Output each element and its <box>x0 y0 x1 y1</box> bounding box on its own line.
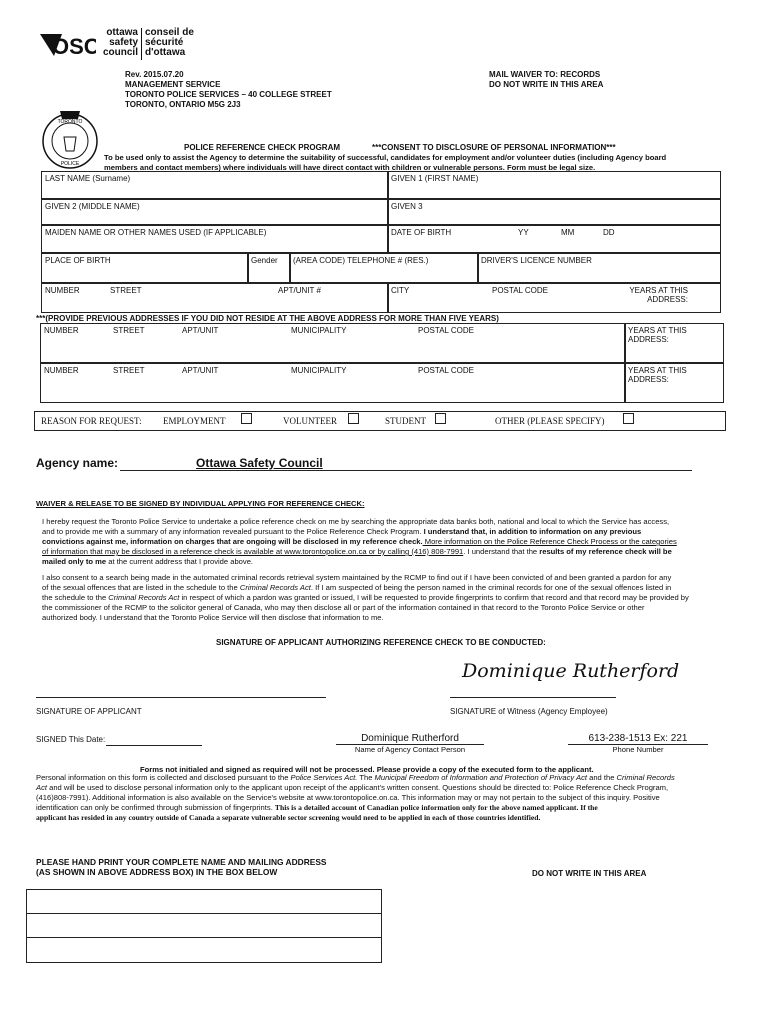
waiver-heading: WAIVER & RELEASE TO BE SIGNED BY INDIVIDUAL APPLYING FOR REFERENCE CHECK: <box>36 499 365 508</box>
waiver-p2-line-b1: of the sexual offences that are listed in the schedule to the <box>42 583 240 592</box>
reason-for-request <box>34 411 726 431</box>
hand-print-line-2: (AS SHOWN IN ABOVE ADDRESS BOX) IN THE BOX BELOW <box>36 867 278 877</box>
waiver-p2-line-a: I also consent to a search being made in the automated criminal records retrieval system maintained by the RCMP to find out if I have been convicted of and been granted a pardon for any <box>42 573 672 582</box>
header-org: TORONTO POLICE SERVICES – 40 COLLEGE STREET <box>125 90 332 99</box>
program-consent: ***CONSENT TO DISCLOSURE OF PERSONAL INFORMATION*** <box>372 143 616 152</box>
phone-label: (AREA CODE) TELEPHONE # (RES.) <box>293 256 429 265</box>
logo-fr-3: d'ottawa <box>145 47 186 58</box>
waiver-p1-line-d[interactable]: of information that may be disclosed in a reference check is available at www.torontopolice.on.ca or by calling (416) 808-7991 <box>42 547 464 556</box>
other-checkbox[interactable] <box>623 413 634 424</box>
program-desc-1: To be used only to assist the Agency to determine the suitability of successful, candidates for employment and/or volunteer duties (including Agency board <box>104 153 667 162</box>
years-label-1: YEARS AT THIS <box>629 286 688 295</box>
prev-street-label: STREET <box>113 366 145 375</box>
gender-field[interactable] <box>247 253 291 283</box>
previous-years-1[interactable] <box>624 323 724 363</box>
privacy-l1a: Personal information on this form is collected and disclosed pursuant to the <box>36 773 291 782</box>
place-of-birth-field[interactable] <box>41 253 249 283</box>
previous-years-2[interactable] <box>624 363 724 403</box>
gender-label: Gender <box>251 256 278 265</box>
reason-volunteer-label: VOLUNTEER <box>283 416 337 426</box>
waiver-p1-line-b-bold: I understand that, in addition to information on any previous <box>423 527 642 536</box>
contact-label: Name of Agency Contact Person <box>354 745 466 754</box>
processing-warning: Forms not initialed and signed as required will not be processed. Please provide a copy of the executed form to the applicant. <box>140 765 594 774</box>
waiver-p1-line-c-bold: convictions against me, information on charges that are ongoing will be disclosed in my reference check. <box>42 537 423 546</box>
prev-street-label: STREET <box>113 326 145 335</box>
program-title: POLICE REFERENCE CHECK PROGRAM <box>184 143 341 152</box>
prev-apt-label: APT/UNIT <box>182 366 219 375</box>
dob-field[interactable] <box>387 225 721 253</box>
licence-label: DRIVER'S LICENCE NUMBER <box>481 256 592 265</box>
city-postal-field[interactable] <box>387 283 721 313</box>
osc-logo-mark <box>36 26 96 62</box>
dob-dd-label: DD <box>603 228 615 237</box>
apt-label: APT/UNIT # <box>278 286 321 295</box>
given2-field[interactable] <box>41 199 389 225</box>
header-rev: Rev. 2015.07.20 <box>125 70 184 79</box>
previous-address-note: ***(PROVIDE PREVIOUS ADDRESSES IF YOU DID NOT RESIDE AT THE ABOVE ADDRESS FOR MORE THAN FIVE YEARS) <box>36 314 499 323</box>
applicant-fields <box>41 171 719 307</box>
logo-en-1: ottawa <box>106 27 138 38</box>
header-dept: MANAGEMENT SERVICE <box>125 80 221 89</box>
header-mail-block <box>489 70 603 90</box>
header-address <box>125 70 332 110</box>
privacy-l2: and will be used to disclose personal information only to the applicant upon receipt of the applicant's written consent. Questions should be directed to: Police Reference Check Program, <box>46 783 669 792</box>
volunteer-checkbox[interactable] <box>348 413 359 424</box>
privacy-l3: (416)808-7991). Additional information is also available on the Service's website at www.torontopolice.on.ca. This information may or may not pertain to the subject of this inquiry. Positive <box>36 793 660 802</box>
prev-postal-label: POSTAL CODE <box>418 366 475 375</box>
phone-field[interactable] <box>289 253 479 283</box>
given2-label: GIVEN 2 (MIDDLE NAME) <box>45 202 140 211</box>
contact-phone[interactable]: 613-238-1513 Ex: 221 <box>568 733 708 745</box>
dob-mm-label: MM <box>561 228 575 237</box>
witness-signature: Dominique Rutherford <box>462 660 680 682</box>
waiver-p2-line-c2: in respect of which a pardon was granted or issued, I will be requested to provide fingerprints to confirm that record and that record may be provided by <box>179 593 689 602</box>
waiver-p1-line-d-bold: results of my reference check will be <box>539 547 672 556</box>
do-not-write-bottom: DO NOT WRITE IN THIS AREA <box>532 869 647 878</box>
privacy-l1c: and the <box>586 773 617 782</box>
osc-logo <box>36 26 206 66</box>
hand-print-instructions <box>36 857 327 877</box>
place-birth-label: PLACE OF BIRTH <box>45 256 111 265</box>
signed-date-label: SIGNED This Date: <box>36 735 106 744</box>
signed-date-field[interactable] <box>106 745 202 746</box>
privacy-l1-it2: Municipal Freedom of Information and Protection of Privacy Act <box>374 773 587 782</box>
privacy-l1-it1: Police Services Act. <box>290 773 358 782</box>
prev-municipality-label: MUNICIPALITY <box>291 366 347 375</box>
applicant-signature-line[interactable] <box>36 697 326 698</box>
witness-signature-label: SIGNATURE of Witness (Agency Employee) <box>450 707 608 716</box>
agency-value[interactable]: Ottawa Safety Council <box>196 456 323 470</box>
logo-fr-2: sécurité <box>145 37 184 48</box>
prev-years-1a: YEARS AT THIS <box>628 326 687 335</box>
previous-address-row-1[interactable] <box>40 323 626 363</box>
applicant-signature-label: SIGNATURE OF APPLICANT <box>36 707 142 716</box>
privacy-l1-it3: Criminal Records <box>616 773 675 782</box>
prev-municipality-label: MUNICIPALITY <box>291 326 347 335</box>
waiver-p2-line-b-italic: Criminal Records Act <box>239 583 311 592</box>
waiver-p1-line-d2: . I understand that the <box>463 547 540 556</box>
maiden-name-field[interactable] <box>41 225 389 253</box>
waiver-p1-line-b: and to provide me with a summary of any information revealed pursuant to the Police Reference Check Program. <box>42 527 424 536</box>
do-not-write-top: DO NOT WRITE IN THIS AREA <box>489 80 604 89</box>
waiver-p1-line-a: I hereby request the Toronto Police Service to undertake a police reference check on me by searching the appropriate data banks both, national and local to which the Service has access, <box>42 517 670 526</box>
logo-fr-1: conseil de <box>145 27 194 38</box>
previous-address-row-2[interactable] <box>40 363 626 403</box>
given1-label: GIVEN 1 (FIRST NAME) <box>391 174 479 183</box>
privacy-l5-bold: applicant has resided in any country outside of Canada a separate vulnerable sector screening would need to be applied in each of those countries identified. <box>36 813 541 822</box>
waiver-p1-line-c: More information on the Police Reference Check Process or the categories <box>422 537 677 546</box>
prev-years-2a: YEARS AT THIS <box>628 366 687 375</box>
contact-name[interactable]: Dominique Rutherford <box>336 733 484 745</box>
witness-signature-line[interactable] <box>450 697 616 698</box>
privacy-l1b: The <box>357 773 375 782</box>
agency-label: Agency name: <box>36 456 119 470</box>
logo-en-3: council <box>102 47 138 58</box>
waiver-p2-line-c1: the schedule to the <box>42 593 109 602</box>
waiver-p2-line-d: the commissioner of the RCMP to the solicitor general of Canada, who may then disclose all or part of the information contained in that record to the Toronto Police Service or other <box>42 603 645 612</box>
student-checkbox[interactable] <box>435 413 446 424</box>
dob-yy-label: YY <box>518 228 529 237</box>
waiver-paragraph-1 <box>42 517 732 567</box>
hand-print-line-1: PLEASE HAND PRINT YOUR COMPLETE NAME AND MAILING ADDRESS <box>36 857 327 867</box>
privacy-l2-it: Act <box>36 783 47 792</box>
licence-field[interactable] <box>477 253 721 283</box>
program-description <box>104 153 724 173</box>
reason-employment-label: EMPLOYMENT <box>163 416 226 426</box>
prev-number-label: NUMBER <box>44 326 79 335</box>
privacy-l4: identification can only be confirmed through submission of fingerprints. <box>36 803 275 812</box>
last-name-field[interactable] <box>41 171 389 199</box>
waiver-p2-line-b2: . If I am suspected of being the person named in the criminal records for one of the sexual offences listed in <box>310 583 672 592</box>
program-desc-2: members and contact members) where individuals will have direct contact with children or vulnerable persons. Form must be legal size. <box>104 163 596 172</box>
mail-waiver: MAIL WAIVER TO: RECORDS <box>489 70 601 79</box>
crest-bottom: POLICE <box>60 161 80 167</box>
waiver-p2-line-c-italic: Criminal Records Act <box>108 593 180 602</box>
privacy-l4-bold: This is a detailed account of Canadian police information only for the above named applicant. If the <box>274 803 598 812</box>
waiver-p1-line-e: at the current address that I provide above. <box>106 557 254 566</box>
number-label: NUMBER <box>45 286 80 295</box>
privacy-notice <box>36 773 736 823</box>
mailing-address-line-3[interactable] <box>27 938 381 962</box>
phone-block <box>568 733 708 754</box>
street-label: STREET <box>110 286 142 295</box>
given3-label: GIVEN 3 <box>391 202 423 211</box>
signature-heading: SIGNATURE OF APPLICANT AUTHORIZING REFERENCE CHECK TO BE CONDUCTED: <box>216 638 546 647</box>
prev-postal-label: POSTAL CODE <box>418 326 475 335</box>
reason-student-label: STUDENT <box>385 416 426 426</box>
police-crest <box>38 107 102 171</box>
contact-person-block <box>336 733 484 754</box>
years-label-2: ADDRESS: <box>647 295 688 304</box>
waiver-paragraph-2 <box>42 573 732 623</box>
employment-checkbox[interactable] <box>241 413 252 424</box>
waiver-p2-line-e: authorized body. I understand that the Toronto Police Service will then disclose that information to me. <box>42 613 384 622</box>
mailing-address-line-2[interactable] <box>27 914 381 938</box>
waiver-p1-line-e-bold: mailed only to me <box>42 557 107 566</box>
phone-number-label: Phone Number <box>612 745 664 754</box>
logo-letters: OSC <box>52 34 96 59</box>
crest-top: TORONTO <box>57 119 83 125</box>
prev-apt-label: APT/UNIT <box>182 326 219 335</box>
prev-years-1b: ADDRESS: <box>628 335 669 344</box>
city-label: CITY <box>391 286 410 295</box>
mailing-address-box <box>26 889 382 963</box>
given1-field[interactable] <box>387 171 721 199</box>
previous-addresses <box>40 323 724 401</box>
prev-number-label: NUMBER <box>44 366 79 375</box>
dob-label: DATE OF BIRTH <box>391 228 452 237</box>
postal-label: POSTAL CODE <box>492 286 549 295</box>
reason-other-label: OTHER (PLEASE SPECIFY) <box>495 416 605 426</box>
maiden-label: MAIDEN NAME OR OTHER NAMES USED (IF APPLICABLE) <box>45 228 267 237</box>
current-address-field[interactable] <box>41 283 389 313</box>
given3-field[interactable] <box>387 199 721 225</box>
reason-label: REASON FOR REQUEST: <box>41 416 142 426</box>
logo-en-2: safety <box>109 37 138 48</box>
last-name-label: LAST NAME (Surname) <box>45 174 131 183</box>
header-city: TORONTO, ONTARIO M5G 2J3 <box>125 100 241 109</box>
mailing-address-line-1[interactable] <box>27 890 381 914</box>
prev-years-2b: ADDRESS: <box>628 375 669 384</box>
agency-name-row <box>36 456 696 472</box>
